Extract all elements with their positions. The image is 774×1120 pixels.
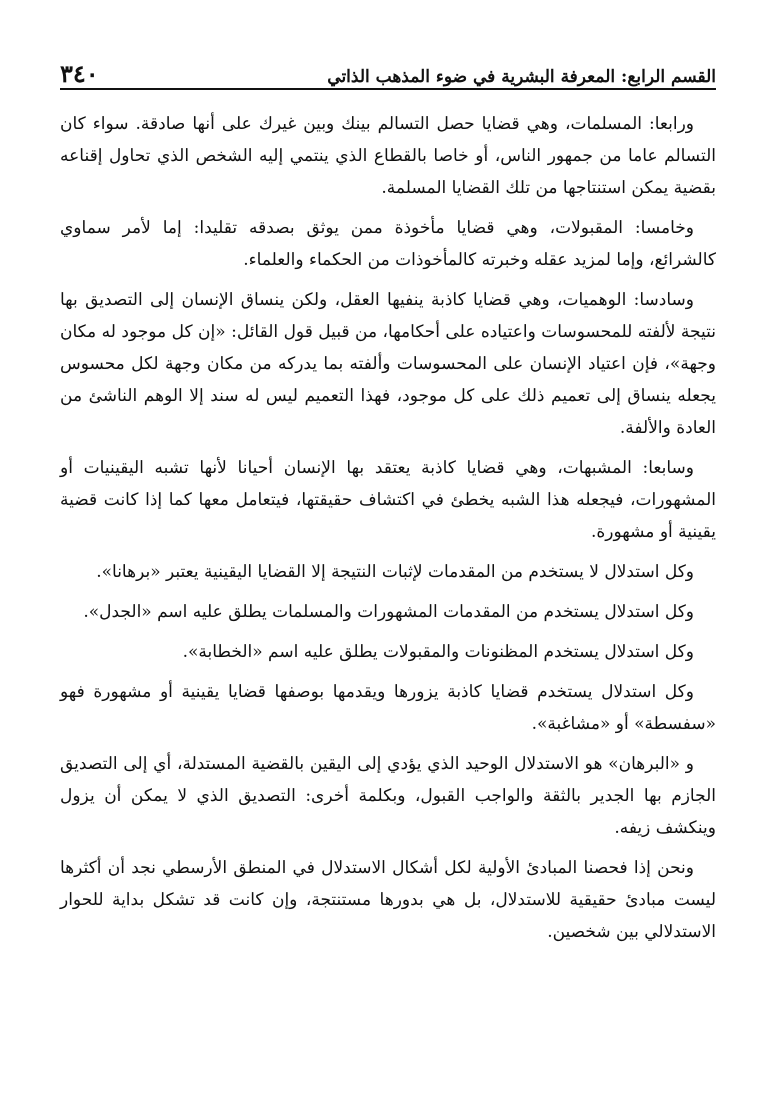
paragraph-burhan-definition: وكل استدلال لا يستخدم من المقدمات لإثبات النتيجة إلا القضايا اليقينية يعتبر «برهانا». — [96, 562, 694, 582]
paragraph-safsata-definition: وكل استدلال يستخدم قضايا كاذبة يزورها ويقدمها بوصفها قضايا يقينية أو مشهورة فهو «سفسطة» أو «مشاغبة». — [60, 682, 716, 734]
paragraph-first-principles: ونحن إذا فحصنا المبادئ الأولية لكل أشكال الاستدلال في المنطق الأرسطي نجد أن أكثرها ليست مبادئ حقيقية للاستدلال، بل هي بدورها مستنتجة، وإن كانت قد تشكل بداية للحوار الاستدلالي بين شخصين. — [60, 858, 716, 942]
paragraph-burhan-certainty: و «البرهان» هو الاستدلال الوحيد الذي يؤدي إلى اليقين بالقضية المستدلة، أي إلى التصديق الجازم بها الجدير بالثقة والواجب القبول، وبكلمة أخرى: التصديق الذي لا يمكن أن يزول وينكشف زيفه. — [60, 754, 716, 838]
paragraph-musallamat: ورابعا: المسلمات، وهي قضايا حصل التسالم بينك وبين غيرك على أنها صادقة. سواء كان التسالم عاما من جمهور الناس، أو خاصا بالقطاع الذي ينتمي إليه الشخص الذي تحاول إقناعه بقضية يمكن استنتاجها من تلك القضايا المسلمة. — [60, 114, 716, 198]
page-number: ٣٤٠ — [60, 59, 99, 88]
paragraph-wahmiyyat: وسادسا: الوهميات، وهي قضايا كاذبة ينفيها العقل، ولكن ينساق الإنسان إلى التصديق بها نتيجة لألفته للمحسوسات واعتياده على أحكامها، من قبيل قول القائل: «إن كل موجود له مكان وجهة»، فإن اعتياد الإنسان على المحسوسات وألفته بما يدركه من مكان وجهة لكل محسوس يجعله ينساق إلى تعميم ذلك على كل موجود، فهذا التعميم ليس له سند إلا الوهم الناشئ من العادة والألفة. — [60, 290, 716, 438]
paragraph-mushabbahat: وسابعا: المشبهات، وهي قضايا كاذبة يعتقد بها الإنسان أحيانا لأنها تشبه اليقينيات أو المشهورات، فيجعله هذا الشبه يخطئ في اكتشاف حقيقتها، فيتعامل معها كما إذا كانت قضية يقينية أو مشهورة. — [60, 458, 716, 542]
paragraph-jadal-definition: وكل استدلال يستخدم من المقدمات المشهورات والمسلمات يطلق عليه اسم «الجدل». — [83, 602, 694, 622]
running-header — [60, 50, 716, 90]
book-page — [60, 50, 716, 956]
header-title: القسم الرابع: المعرفة البشرية في ضوء المذهب الذاتي — [327, 67, 716, 87]
paragraph-khitaba-definition: وكل استدلال يستخدم المظنونات والمقبولات يطلق عليه اسم «الخطابة». — [182, 642, 694, 662]
page-body — [60, 108, 716, 948]
paragraph-maqbulat: وخامسا: المقبولات، وهي قضايا مأخوذة ممن يوثق بصدقه تقليدا: إما لأمر سماوي كالشرائع، وإما لمزيد عقله وخبرته كالمأخوذات من الحكماء والعلماء. — [60, 218, 716, 270]
